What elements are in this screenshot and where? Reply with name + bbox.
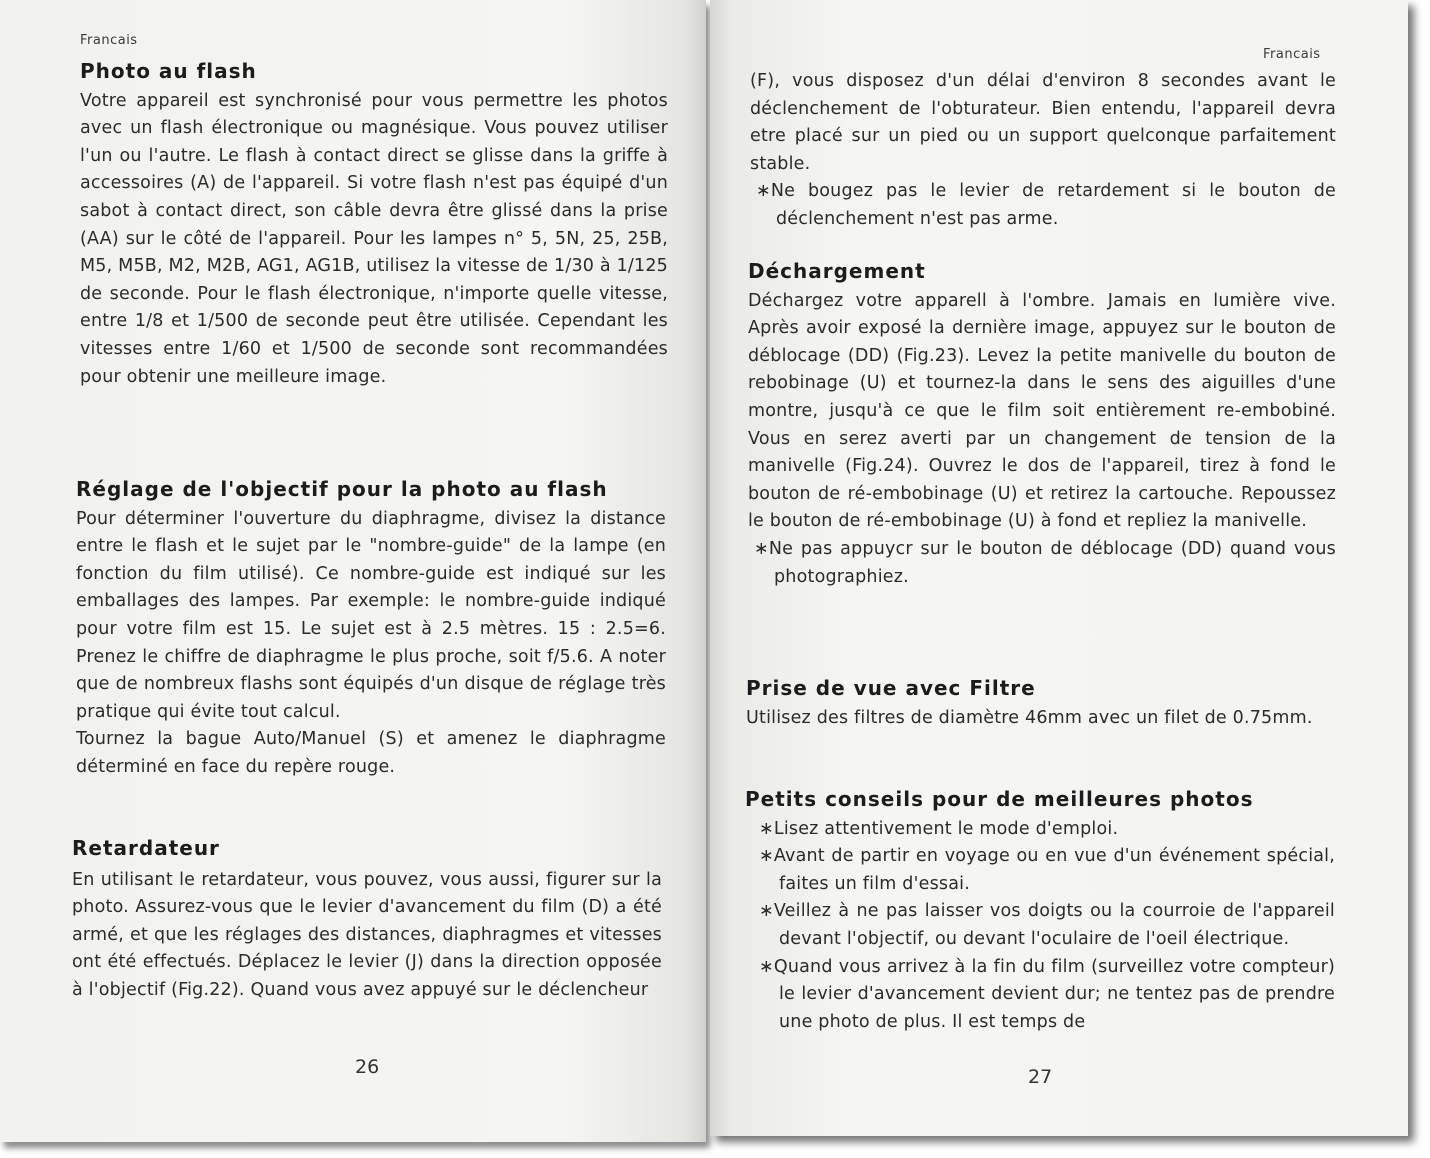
right-page-text-filter: [746, 675, 1336, 732]
unloading-note: ∗Ne pas appuycr sur le bouton de déblocage (DD) quand vous photographiez.: [754, 538, 1336, 587]
left-page: [0, 0, 706, 1142]
tip-item: ∗Lisez attentivement le mode d'emploi.: [759, 818, 1119, 839]
section-title-tips: Petits conseils pour de meilleures photos: [745, 787, 1254, 811]
left-page-text: [80, 58, 668, 391]
section-title-flash: Photo au flash: [80, 59, 257, 83]
tip-item: ∗Veillez à ne pas laisser vos doigts ou la courroie de l'appareil devant l'objectif, ou devant l'oculaire de l'oeil électrique.: [759, 901, 1335, 949]
right-page-text-unloading: [748, 258, 1336, 591]
left-page-text-timer: [72, 835, 662, 1005]
tip-item: ∗Avant de partir en voyage ou en vue d'un événement spécial, faites un film d'essai.: [759, 846, 1335, 894]
section-body-filter: Utilisez des filtres de diamètre 46mm avec un filet de 0.75mm.: [746, 707, 1313, 728]
tip-item: ∗Quand vous arrivez à la fin du film (surveillez votre compteur) le levier d'avancement devient dur; ne tentez pas de prendre une photo de plus. Il est temps de: [759, 956, 1335, 1032]
section-body-flash: Votre appareil est synchronisé pour vous permettre les photos avec un flash électronique ou magnésique. Vous pouvez utiliser l'un ou l'autre. Le flash à contact direct se glisse dans la griffe à accessoires (A) de l'appareil. Si votre flash n'est pas équipé d'un sabot à contact direct, son câble devra être glissé dans la prise (AA) sur le côté de l'appareil. Pour les lampes n° 5, 5N, 25, 25B, M5, M5B, M2, M2B, AG1, AG1B, utilisez la vitesse de 1/30 à 1/125 de seconde. Pour le flash électronique, n'importe quelle vitesse, entre 1/8 et 1/500 de seconde peut être utilisée. Cependant les vitesses entre 1/60 et 1/500 de seconde sont recommandées pour obtenir une meilleure image.: [80, 90, 668, 387]
section-title-filter: Prise de vue avec Filtre: [746, 676, 1036, 700]
page-number: 26: [355, 1056, 380, 1078]
language-label: Francais: [1263, 47, 1321, 62]
section-body-lens-2: Tournez la bague Auto/Manuel (S) et amenez le diaphragme déterminé en face du repère rouge.: [76, 729, 666, 777]
timer-continuation: (F), vous disposez d'un délai d'environ 8 secondes avant le déclenchement de l'obturateur. Bien entendu, l'appareil devra etre placé sur un pied ou un support quelconque parfaitement stable.: [750, 71, 1336, 174]
right-page-text-tips: [745, 786, 1335, 1036]
page-number: 27: [1028, 1066, 1053, 1088]
language-label: Francais: [80, 33, 138, 48]
left-page-text-lens: [76, 476, 666, 782]
section-title-lens: Réglage de l'objectif pour la photo au flash: [76, 477, 608, 501]
section-body-timer: En utilisant le retardateur, vous pouvez, vous aussi, figurer sur la photo. Assurez-vous que le levier d'avancement du film (D) a été armé, et que les réglages des distances, diaphragmes et vitesses ont été effectués. Déplacez le levier (J) dans la direction opposée à l'objectif (Fig.22). Quand vous avez appuyé sur le déclencheur: [72, 869, 662, 1000]
section-body-unloading: Déchargez votre apparell à l'ombre. Jamais en lumière vive. Après avoir exposé la dernière image, appuyez sur le bouton de déblocage (DD) (Fig.23). Levez la petite manivelle du bouton de rebobinage (U) et tournez-la dans le sens des aiguilles d'une montre, jusqu'à ce que le film soit entièrement re-embobiné. Vous en serez averti par un changement de tension de la manivelle (Fig.24). Ouvrez le dos de l'appareil, tirez à fond le bouton de ré-embobinage (U) et retirez la cartouche. Repoussez le bouton de ré-embobinage (U) à fond et repliez la manivelle.: [748, 290, 1336, 532]
section-title-unloading: Déchargement: [748, 259, 926, 283]
right-page: [710, 0, 1408, 1136]
section-title-timer: Retardateur: [72, 836, 220, 860]
section-body-lens: Pour déterminer l'ouverture du diaphragme, divisez la distance entre le flash et le sujet par le "nombre-guide" de la lampe (en fonction du film utilisé). Ce nombre-guide est indiqué sur les emballages des lampes. Par exemple: le nombre-guide indiqué pour votre film est 15. Le sujet est à 2.5 mètres. 15 : 2.5=6. Prenez le chiffre de diaphragme le plus proche, soit f/5.6. A noter que de nombreux flashs sont équipés d'un disque de réglage très pratique qui évite tout calcul.: [76, 508, 666, 722]
timer-note: ∗Ne bougez pas le levier de retardement si le bouton de déclenchement n'est pas arme.: [756, 181, 1336, 229]
right-page-text-top: [750, 68, 1336, 234]
